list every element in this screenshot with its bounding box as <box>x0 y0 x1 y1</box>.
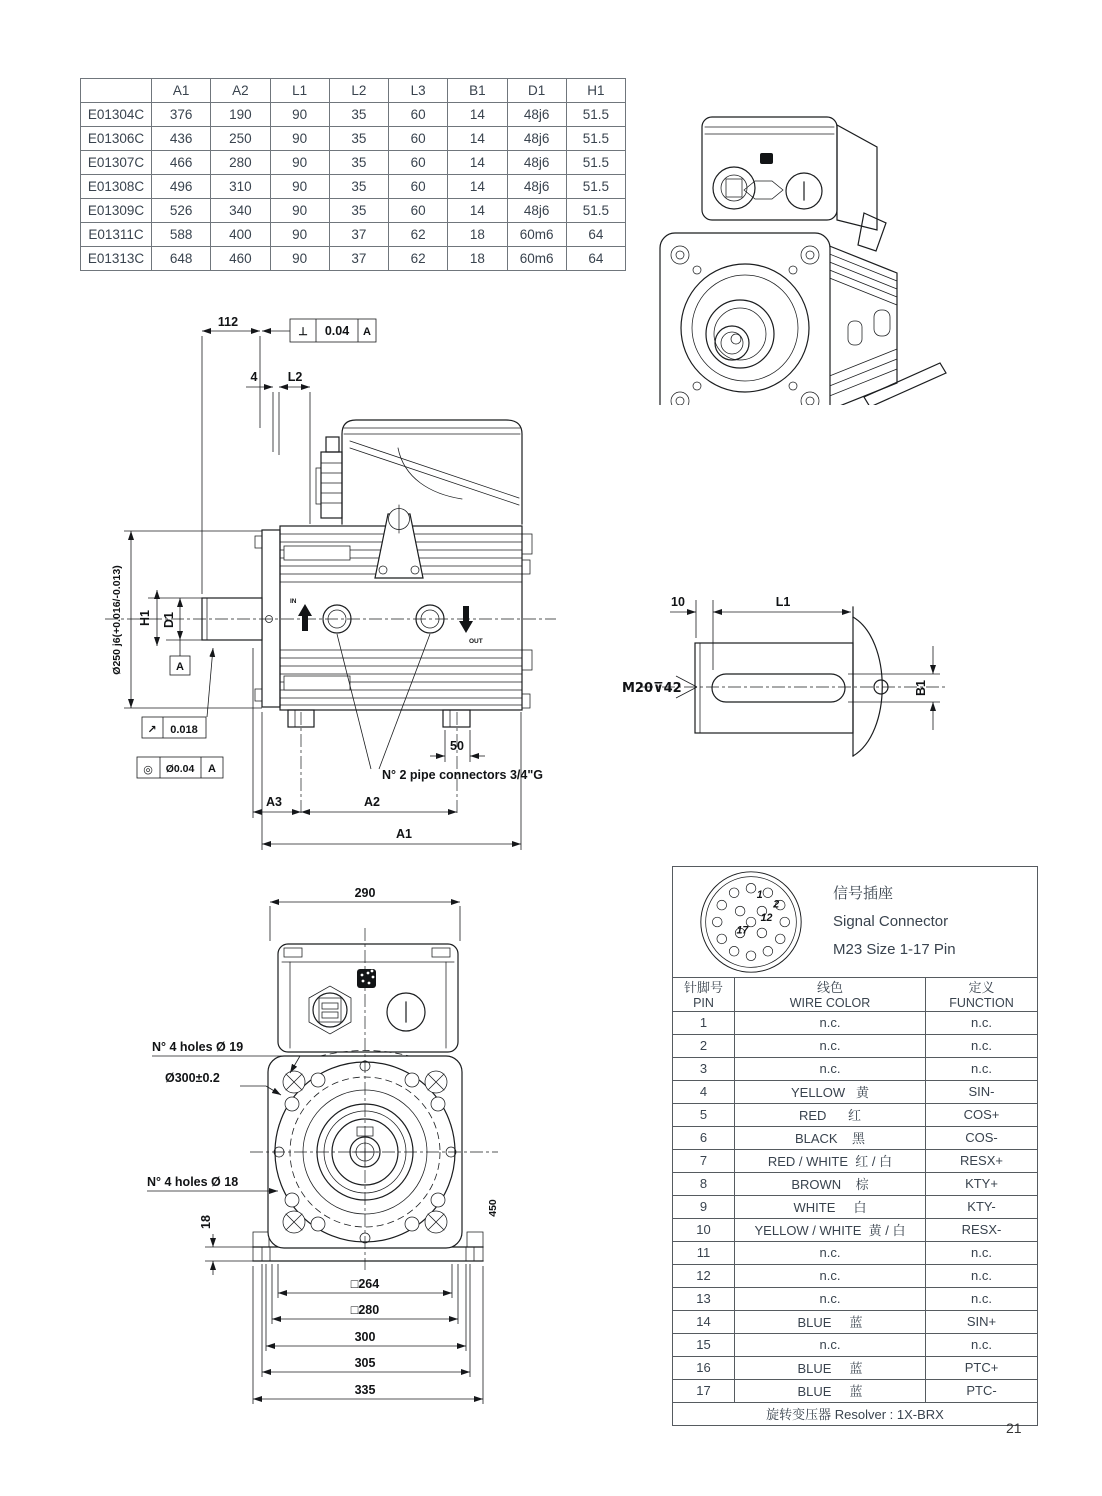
perp-value: 0.04 <box>324 324 350 338</box>
pinout-row <box>673 1218 1038 1241</box>
value-cell: 400 <box>211 223 270 247</box>
connector-header <box>672 866 1038 978</box>
value-cell: 90 <box>270 151 329 175</box>
pin-cell: 14 <box>673 1310 735 1333</box>
column-header: B1 <box>448 79 507 103</box>
function-cell: n.c. <box>926 1011 1038 1034</box>
holes-19-label: N° 4 holes Ø 19 <box>152 1040 244 1054</box>
value-cell: 64 <box>566 223 625 247</box>
dim-264: □264 <box>350 1277 380 1291</box>
dim-a2: A2 <box>364 795 380 809</box>
wire-color-cell: n.c. <box>735 1034 926 1057</box>
pinout-row <box>673 1149 1038 1172</box>
model-cell: E01308C <box>81 175 152 199</box>
pinout-table <box>672 977 1038 1426</box>
front-terminal-box <box>278 944 458 1063</box>
pinout-row <box>673 1011 1038 1034</box>
wire-color-cell: n.c. <box>735 1287 926 1310</box>
value-cell: 90 <box>270 127 329 151</box>
dimension-table <box>80 78 626 271</box>
model-cell: E01309C <box>81 199 152 223</box>
column-header: L1 <box>270 79 329 103</box>
pinout-row <box>673 1080 1038 1103</box>
value-cell: 37 <box>329 247 388 271</box>
wire-color-cell: BLACK 黑 <box>735 1126 926 1149</box>
concentricity-datum: A <box>208 763 216 775</box>
function-cell: COS+ <box>926 1103 1038 1126</box>
wire-color-cell: n.c. <box>735 1241 926 1264</box>
value-cell: 60m6 <box>507 247 566 271</box>
wire-color-cell: RED 红 <box>735 1103 926 1126</box>
dia-300-label: Ø300±0.2 <box>165 1071 220 1085</box>
value-cell: 60 <box>389 103 448 127</box>
pipe-note: N° 2 pipe connectors 3/4"G <box>382 768 543 782</box>
pinout-row <box>673 1195 1038 1218</box>
value-cell: 51.5 <box>566 103 625 127</box>
shaft-dia-label: Ø250 j6(+0.016/-0.013) <box>111 565 123 675</box>
dim-h1: H1 <box>138 610 152 626</box>
page-number: 21 <box>1006 1420 1022 1436</box>
column-header: L3 <box>389 79 448 103</box>
function-cell: n.c. <box>926 1333 1038 1356</box>
pin-cell: 10 <box>673 1218 735 1241</box>
value-cell: 60 <box>389 127 448 151</box>
model-cell: E01313C <box>81 247 152 271</box>
dim-4: 4 <box>250 370 258 384</box>
resolver-row <box>673 1402 1038 1425</box>
value-cell: 14 <box>448 151 507 175</box>
dim-18: 18 <box>199 1215 213 1229</box>
value-cell: 60 <box>389 175 448 199</box>
pinout-row <box>673 1126 1038 1149</box>
wire-color-cell: BLUE 蓝 <box>735 1379 926 1402</box>
connector-title-size: M23 Size 1-17 Pin <box>833 940 956 958</box>
pinout-row <box>673 1264 1038 1287</box>
value-cell: 18 <box>448 247 507 271</box>
value-cell: 460 <box>211 247 270 271</box>
column-header: H1 <box>566 79 625 103</box>
function-cell: RESX- <box>926 1218 1038 1241</box>
wire-color-cell: n.c. <box>735 1011 926 1034</box>
function-cell: n.c. <box>926 1264 1038 1287</box>
pin-cell: 11 <box>673 1241 735 1264</box>
value-cell: 35 <box>329 127 388 151</box>
dim-112: 112 <box>217 315 239 329</box>
color-header-en: WIRE COLOR <box>789 995 871 1010</box>
pin-cell: 12 <box>673 1264 735 1287</box>
value-cell: 62 <box>389 223 448 247</box>
color-column-header <box>735 978 926 1012</box>
dim-450: 450 <box>487 1199 499 1217</box>
function-cell: n.c. <box>926 1057 1038 1080</box>
function-header-en: FUNCTION <box>949 995 1014 1010</box>
value-cell: 466 <box>152 151 211 175</box>
value-cell: 37 <box>329 223 388 247</box>
dim-300: 300 <box>354 1330 376 1344</box>
dimension-table-row <box>81 151 626 175</box>
value-cell: 62 <box>389 247 448 271</box>
value-cell: 35 <box>329 175 388 199</box>
pin-cell: 17 <box>673 1379 735 1402</box>
holes-18-label: N° 4 holes Ø 18 <box>147 1175 239 1189</box>
out-label: OUT <box>469 638 483 645</box>
function-cell: n.c. <box>926 1241 1038 1264</box>
pin-cell: 13 <box>673 1287 735 1310</box>
wire-color-cell: RED / WHITE 红 / 白 <box>735 1149 926 1172</box>
color-header-cn: 线色 <box>816 980 843 995</box>
dim-b1: B1 <box>914 680 928 696</box>
pin-17-label: 17 <box>736 924 749 937</box>
value-cell: 48j6 <box>507 199 566 223</box>
iso-motor-body <box>827 213 897 405</box>
column-header: A1 <box>152 79 211 103</box>
model-cell: E01306C <box>81 127 152 151</box>
side-dimensions <box>111 315 543 850</box>
wire-color-cell: BLUE 蓝 <box>735 1356 926 1379</box>
small-connector-icon <box>357 969 376 988</box>
shaft-geometry <box>695 607 888 756</box>
value-cell: 310 <box>211 175 270 199</box>
value-cell: 51.5 <box>566 151 625 175</box>
dimension-table-row <box>81 247 626 271</box>
dim-305: 305 <box>354 1356 376 1370</box>
pin-12-label: 12 <box>760 912 773 925</box>
out-arrow-icon <box>459 606 473 633</box>
value-cell: 526 <box>152 199 211 223</box>
wire-color-cell: YELLOW / WHITE 黄 / 白 <box>735 1218 926 1241</box>
pin-cell: 4 <box>673 1080 735 1103</box>
front-view-drawing <box>140 865 512 1443</box>
function-cell: SIN- <box>926 1080 1038 1103</box>
wire-color-cell: n.c. <box>735 1264 926 1287</box>
pinout-row <box>673 1287 1038 1310</box>
value-cell: 60 <box>389 151 448 175</box>
wire-color-cell: n.c. <box>735 1333 926 1356</box>
in-arrow-icon <box>298 604 312 631</box>
isometric-view-drawing <box>652 95 952 405</box>
concentricity-symbol: ◎ <box>143 763 153 776</box>
value-cell: 51.5 <box>566 175 625 199</box>
value-cell: 190 <box>211 103 270 127</box>
value-cell: 90 <box>270 247 329 271</box>
value-cell: 48j6 <box>507 127 566 151</box>
side-motor-body <box>202 526 532 727</box>
pinout-row <box>673 1034 1038 1057</box>
value-cell: 48j6 <box>507 103 566 127</box>
value-cell: 496 <box>152 175 211 199</box>
dim-a3: A3 <box>266 795 282 809</box>
dimension-table-row <box>81 103 626 127</box>
pinout-row <box>673 1057 1038 1080</box>
dimension-table-row <box>81 127 626 151</box>
pin-1-label: 1 <box>756 888 763 901</box>
connector-title-cn: 信号插座 <box>833 885 894 903</box>
wire-color-cell: YELLOW 黄 <box>735 1080 926 1103</box>
perp-datum: A <box>363 326 371 338</box>
wire-color-cell: BLUE 蓝 <box>735 1310 926 1333</box>
pin-cell: 8 <box>673 1172 735 1195</box>
dim-d1: D1 <box>162 612 176 628</box>
wire-color-cell: BROWN 棕 <box>735 1172 926 1195</box>
side-terminal-box <box>316 420 522 524</box>
value-cell: 90 <box>270 199 329 223</box>
pin-2-label: 2 <box>773 898 780 911</box>
pin-header-en: PIN <box>693 995 714 1010</box>
value-cell: 14 <box>448 103 507 127</box>
pinout-row <box>673 1333 1038 1356</box>
pin-cell: 3 <box>673 1057 735 1080</box>
pinout-row <box>673 1356 1038 1379</box>
value-cell: 436 <box>152 127 211 151</box>
value-cell: 35 <box>329 199 388 223</box>
value-cell: 14 <box>448 175 507 199</box>
function-column-header <box>926 978 1038 1012</box>
side-view-drawing <box>90 300 665 862</box>
dim-l2: L2 <box>287 370 303 384</box>
pin-header-cn: 针脚号 <box>683 980 723 995</box>
value-cell: 250 <box>211 127 270 151</box>
dim-290: 290 <box>354 886 376 900</box>
value-cell: 64 <box>566 247 625 271</box>
value-cell: 90 <box>270 223 329 247</box>
function-cell: PTC+ <box>926 1356 1038 1379</box>
datum-a: A <box>176 661 184 673</box>
pin-cell: 2 <box>673 1034 735 1057</box>
pin-cell: 5 <box>673 1103 735 1126</box>
pinout-row <box>673 1172 1038 1195</box>
corner-cell <box>81 79 152 103</box>
wire-color-cell: WHITE 白 <box>735 1195 926 1218</box>
model-cell: E01304C <box>81 103 152 127</box>
dimension-table-row <box>81 175 626 199</box>
value-cell: 60m6 <box>507 223 566 247</box>
lifting-bracket <box>375 505 423 578</box>
function-header-cn: 定义 <box>968 980 995 995</box>
value-cell: 340 <box>211 199 270 223</box>
dimension-table-row <box>81 223 626 247</box>
runout-symbol: ↗ <box>147 723 157 736</box>
iso-terminal-box <box>702 117 877 230</box>
function-cell: RESX+ <box>926 1149 1038 1172</box>
connector-title-en: Signal Connector <box>833 913 949 931</box>
pin-cell: 15 <box>673 1333 735 1356</box>
pin-cell: 1 <box>673 1011 735 1034</box>
thread-spec: M20⊽42 <box>622 681 682 696</box>
function-cell: KTY+ <box>926 1172 1038 1195</box>
value-cell: 18 <box>448 223 507 247</box>
function-cell: n.c. <box>926 1034 1038 1057</box>
pin-cell: 9 <box>673 1195 735 1218</box>
function-cell: SIN+ <box>926 1310 1038 1333</box>
iso-front-flange <box>660 233 830 405</box>
pin-cell: 7 <box>673 1149 735 1172</box>
column-header: A2 <box>211 79 270 103</box>
value-cell: 14 <box>448 199 507 223</box>
model-cell: E01311C <box>81 223 152 247</box>
function-cell: COS- <box>926 1126 1038 1149</box>
value-cell: 48j6 <box>507 175 566 199</box>
connector-titles <box>833 880 956 963</box>
column-header: D1 <box>507 79 566 103</box>
pin-cell: 16 <box>673 1356 735 1379</box>
dim-l1: L1 <box>775 595 791 609</box>
pinout-row <box>673 1241 1038 1264</box>
pinout-row <box>673 1310 1038 1333</box>
dim-280: □280 <box>350 1303 380 1317</box>
dim-10: 10 <box>671 595 685 609</box>
function-cell: PTC- <box>926 1379 1038 1402</box>
value-cell: 376 <box>152 103 211 127</box>
dim-50: 50 <box>450 739 464 753</box>
wire-color-cell: n.c. <box>735 1057 926 1080</box>
value-cell: 35 <box>329 151 388 175</box>
function-cell: KTY- <box>926 1195 1038 1218</box>
function-cell: n.c. <box>926 1287 1038 1310</box>
pinout-header-row <box>673 978 1038 1012</box>
dim-a1: A1 <box>396 827 412 841</box>
concentricity-value: Ø0.04 <box>165 763 195 775</box>
pinout-row <box>673 1103 1038 1126</box>
pinout-row <box>673 1379 1038 1402</box>
value-cell: 35 <box>329 103 388 127</box>
pin-cell: 6 <box>673 1126 735 1149</box>
dimension-table-row <box>81 199 626 223</box>
perp-symbol: ⊥ <box>298 326 308 338</box>
dim-335: 335 <box>354 1383 376 1397</box>
resolver-note: 旋转变压器 Resolver : 1X-BRX <box>673 1402 1038 1425</box>
connector-face-drawing <box>687 867 815 977</box>
runout-value: 0.018 <box>170 724 198 736</box>
value-cell: 51.5 <box>566 127 625 151</box>
column-header: L2 <box>329 79 388 103</box>
in-label: IN <box>290 598 297 605</box>
shaft-detail-drawing <box>615 572 960 777</box>
connector-pins <box>712 883 789 960</box>
value-cell: 48j6 <box>507 151 566 175</box>
flow-arrows <box>290 598 483 645</box>
model-cell: E01307C <box>81 151 152 175</box>
value-cell: 60 <box>389 199 448 223</box>
value-cell: 280 <box>211 151 270 175</box>
value-cell: 648 <box>152 247 211 271</box>
value-cell: 51.5 <box>566 199 625 223</box>
value-cell: 588 <box>152 223 211 247</box>
signal-connector-panel <box>672 866 1038 1426</box>
value-cell: 90 <box>270 175 329 199</box>
value-cell: 14 <box>448 127 507 151</box>
value-cell: 90 <box>270 103 329 127</box>
pin-column-header <box>673 978 735 1012</box>
dimension-table-header-row <box>81 79 626 103</box>
